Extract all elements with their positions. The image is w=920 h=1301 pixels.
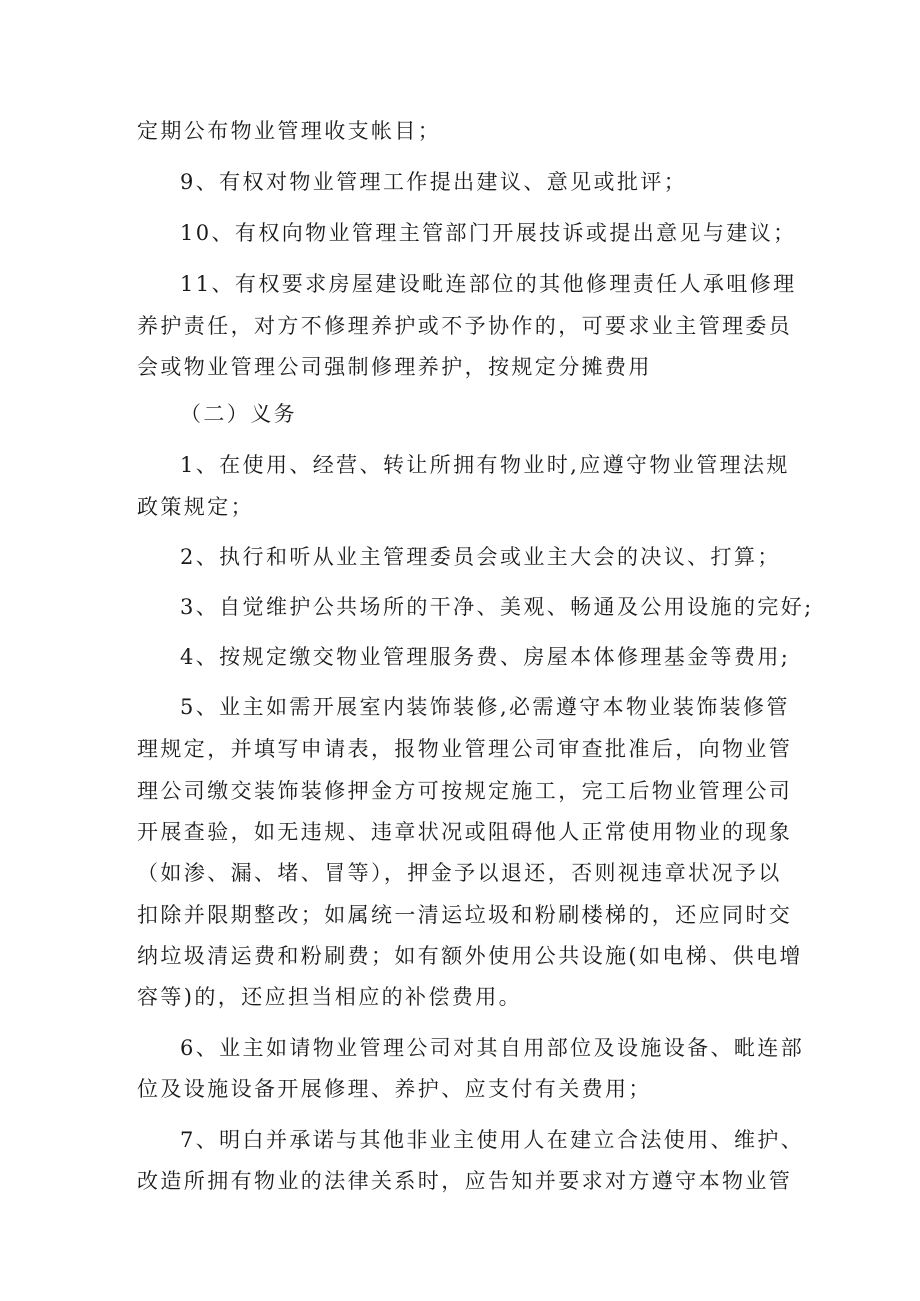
section-heading: （二）义务 [180,402,297,426]
text-line: 纳垃圾清运费和粉刷费；如有额外使用公共设施(如电梯、供电增 [137,944,803,968]
text-line: 理公司缴交装饰装修押金方可按规定施工，完工后物业管理公司 [137,779,793,803]
text-line: 7、明白并承诺与其他非业主使用人在建立合法使用、维护、 [180,1128,805,1152]
text-line: 11、有权要求房屋建设毗连部位的其他修理责任人承咀修理 [180,272,797,296]
text-line: 5、业主如需开展室内装饰装修,必需遵守本物业装饰装修管 [180,695,790,719]
text-line: 扣除并限期整改；如属统一清运垃圾和粉刷楼梯的，还应同时交 [137,903,793,927]
text-line: 9、有权对物业管理工作提出建议、意见或批评； [180,170,688,194]
text-line: 位及设施设备开展修理、养护、应支付有关费用； [137,1077,652,1101]
text-line: 10、有权向物业管理主管部门开展技诉或提出意见与建议； [180,221,797,245]
text-line: 1、在使用、经营、转让所拥有物业时,应遵守物业管理法规 [180,453,790,477]
text-line: 养护责任，对方不修理养护或不予协作的，可要求业主管理委员 [137,314,793,338]
text-line: 容等)的，还应担当相应的补偿费用。 [137,985,522,1009]
text-line: 4、按规定缴交物业管理服务费、房屋本体修理基金等费用; [180,645,791,669]
text-line: 开展查验，如无违规、违章状况或阻碍他人正常使用物业的现象 [137,820,793,844]
text-line: 3、自觉维护公共场所的干净、美观、畅通及公用设施的完好; [180,595,814,619]
text-line: 政策规定； [137,495,254,519]
text-line: 2、执行和听从业主管理委员会或业主大会的决议、打算； [180,545,781,569]
text-line: （如渗、漏、堵、冒等），押金予以退还，否则视违章状况予以 [137,861,782,885]
text-line: 定期公布物业管理收支帐目； [137,119,442,143]
text-line: 理规定，并填写申请表，报物业管理公司审查批准后，向物业管 [137,737,793,761]
text-line: 会或物业管理公司强制修理养护，按规定分摊费用 [137,355,652,379]
text-line: 6、业主如请物业管理公司对其自用部位及设施设备、毗连部 [180,1036,805,1060]
text-line: 改造所拥有物业的法律关系时，应告知并要求对方遵守本物业管 [137,1169,793,1193]
